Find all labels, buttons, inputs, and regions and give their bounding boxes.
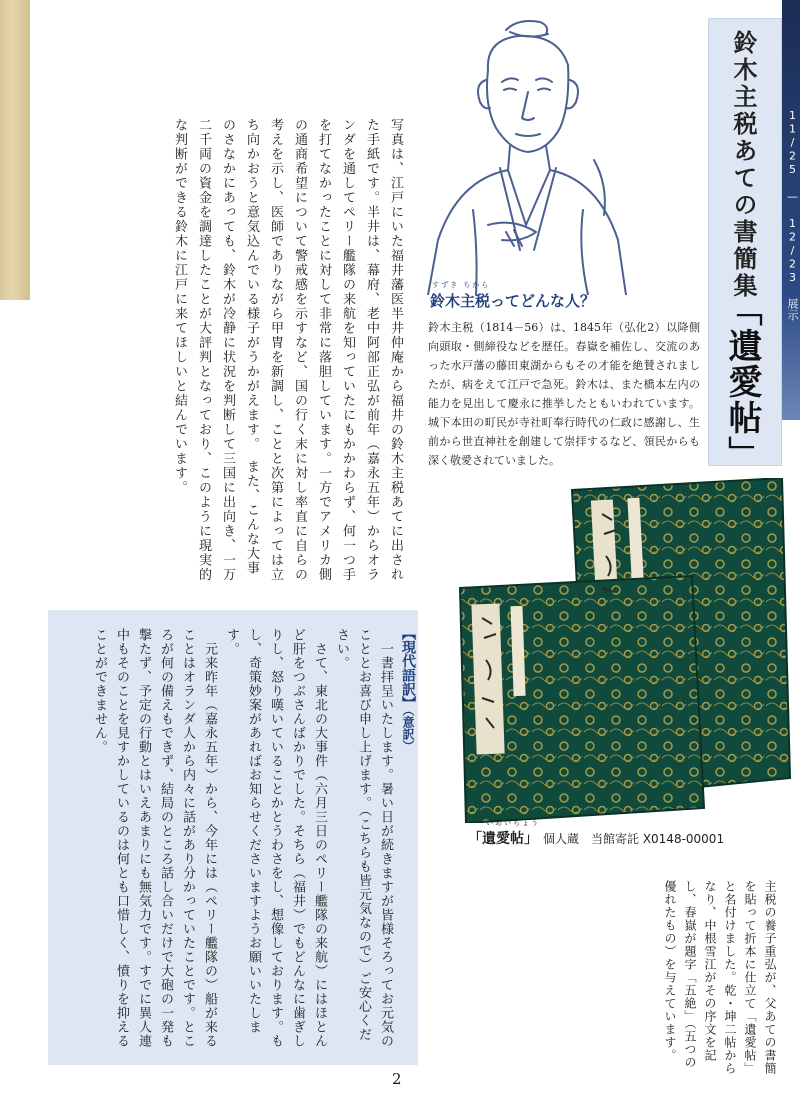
page-number: 2 <box>392 1070 402 1088</box>
who-heading-ruby: すずき ちから <box>432 281 491 289</box>
exhibit-date-range <box>782 0 800 420</box>
album-note-text: 主税の養子重弘が、父あての書簡を貼って折本に仕立て「遺愛帖」と名付けました。乾・坤二帖からなり、中根雪江がその序文を記し、春嶽が題字「五絶」（五つの優れたもの）を与えています。 <box>663 880 777 1075</box>
translation-body: 一書拝呈いたします。暑い日が続きますが皆様そろってお元気のこととお喜び申し上げます。（こちらも皆元気なので）ご安心ください。 さて、東北の大事件（六月三日のペリー艦隊の来航）にはほとんど肝をつぶさんばかりでした。そちら（福井）でもどんなに歯ぎしりし、怒り嘆いていることかとうわさをし、想像しております。もし、奇策妙案があればお知らせくださいますようお願いいたします。 元来昨年（嘉永五年）から、今年には（ペリー艦隊の）船が来ることはオランダ人から内々に話があり分かっていたことです。ところが何の備えもできず、結局のところ話し合いだけで大砲の一発も撃たず、予定の行動とはいえあまりにも無気力です。すでに異人連中もそのことを見すかしているのは何とも口惜しく、憤りを抑えることができません。 <box>92 628 393 1048</box>
book-photo <box>452 478 792 823</box>
date-range-label: 11/25 — 12/23 展示 <box>786 109 799 321</box>
caption-ruby: いあいちょう <box>486 819 540 827</box>
portrait-illustration <box>418 10 638 295</box>
translation-subtitle: （意訳） <box>401 710 415 752</box>
who-heading: 鈴木主税ってどんな人？ <box>430 292 596 310</box>
translation-title: 【現代語訳】 <box>400 626 416 710</box>
translation-heading <box>396 626 418 752</box>
book-title: 「遺愛帖」 <box>722 292 762 472</box>
who-body-text: 鈴木主税（1814－56）は、1845年（弘化2）以降側向頭取・側締役などを歴任。春嶽を補佐し、交流のあった水戸藩の藤田東湖からもその才能を絶賛されましたが、病をえて江戸で急死。鈴木は、また橋本左内の能力を見出して慶永に推挙したともいわれています。城下本田の町民が寺社町奉行時代の仁政に感謝し、生前から世直神社を創建して崇拝するなど、領民からも深く敬愛されていました。 <box>428 321 700 467</box>
exhibit-title: 鈴木主税あての書簡集 <box>729 30 757 300</box>
letter-photo-edge <box>0 0 30 300</box>
caption-book-title: 「遺愛帖」 <box>468 831 531 847</box>
caption-details: 個人蔵 当館寄託 X0148-00001 <box>531 832 725 846</box>
photo-caption <box>468 819 725 848</box>
main-article-text: 写真は、江戸にいた福井藩医半井仲庵から福井の鈴木主税あてに出された手紙です。半井は、幕府、老中阿部正弘が前年（嘉永五年）からオランダを通してペリー艦隊の来航を知っていたにもかかわらず、何一つ手を打てなかったことに対して非常に落胆しています。一方でアメリカ側の通商希望について警戒感を示すなど、国の行く末に対し率直に自らの考えを示し、医師でありながら甲冑を新調し、ことと次第によっては立ち向かおうと意気込んでいる様子がうかがえます。 また、こんな大事のさなかにあっても、鈴木が冷静に状況を判断して三国に出向き、一万二千両の資金を調達したことが大評判となっており、このように現実的な判断ができる鈴木に江戸に来てほしいと結んでいます。 <box>172 118 403 582</box>
